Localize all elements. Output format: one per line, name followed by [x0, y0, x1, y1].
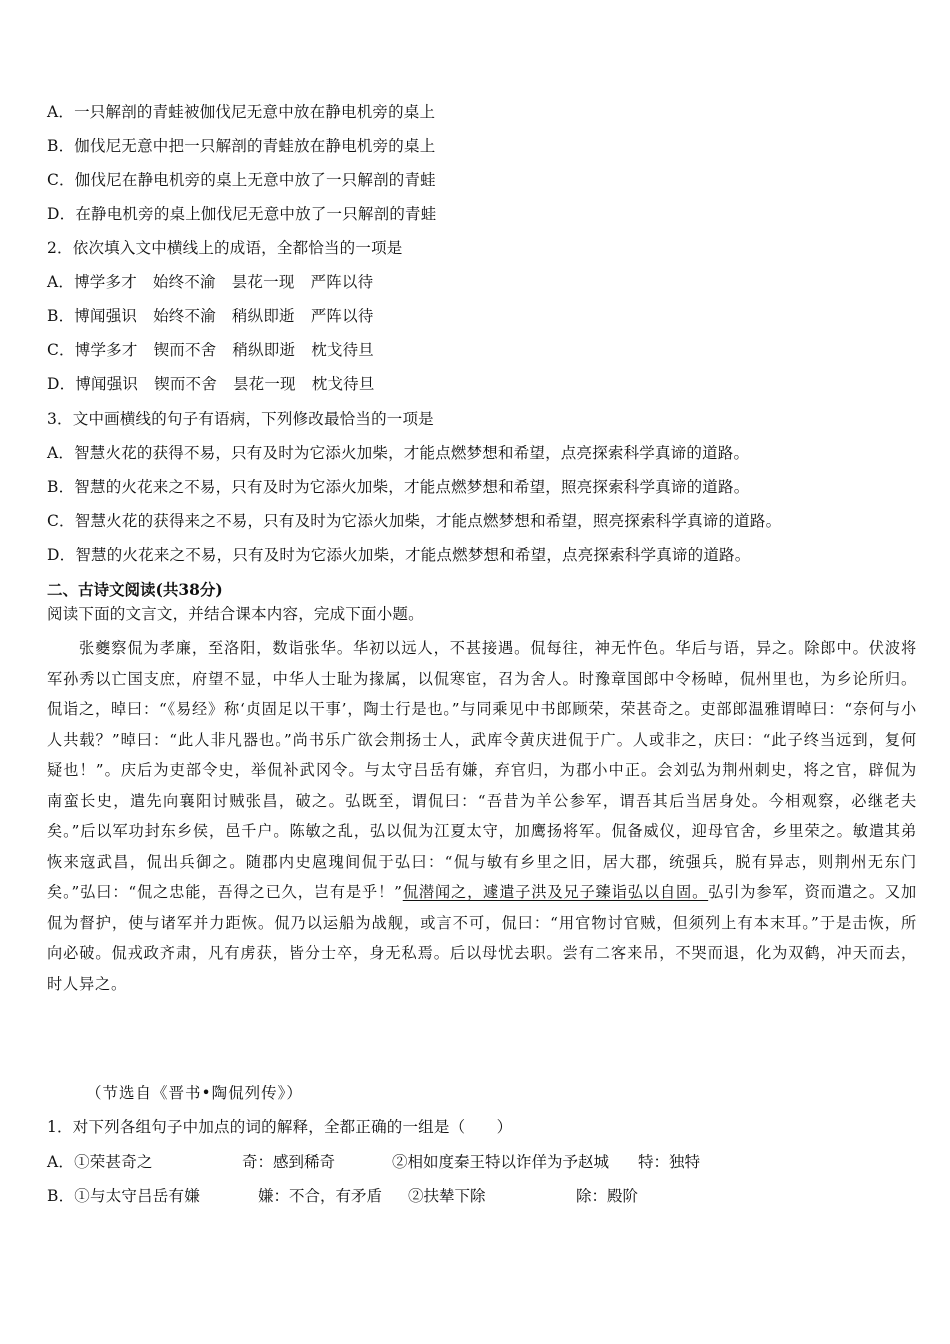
option-letter: D．	[47, 375, 76, 393]
q2-option-d	[47, 374, 375, 394]
q2-option-a	[47, 272, 373, 292]
idiom: 严阵以待	[310, 273, 374, 291]
q1-option-b	[47, 136, 435, 156]
passage-paragraph	[47, 633, 917, 999]
q2-option-b	[47, 306, 374, 326]
option-text: 智慧火花的获得不易，只有及时为它添火加柴，才能点燃梦想和希望，点亮探索科学真谛的道路。	[74, 444, 750, 462]
option-letter: D．	[47, 546, 76, 564]
idiom: 锲而不舍	[153, 341, 217, 359]
idiom: 昙花一现	[231, 273, 295, 291]
idiom: 昙花一现	[232, 375, 296, 393]
idiom: 锲而不舍	[154, 375, 217, 393]
q1-option-c	[47, 170, 436, 190]
sentence-1: ①与太守吕岳有嫌	[74, 1187, 200, 1205]
q3-option-a	[47, 443, 749, 463]
option-text: 伽伐尼在静电机旁的桌上无意中放了一只解剖的青蛙	[74, 171, 436, 189]
idiom: 博闻强识	[75, 375, 139, 393]
option-letter: A．	[47, 444, 75, 462]
option-letter: A．	[47, 1153, 75, 1171]
q3-option-d	[47, 545, 750, 565]
option-letter: B．	[47, 1187, 75, 1205]
passage-text: 张夔察侃为孝廉，至洛阳，数诣张华。华初以远人，不甚接遇。侃每往，神无忤色。华后与语，异之。除郎中。伏波将军孙秀以亡国支庶，府望不显，中华人士耻为掾属，以侃寒宦，召为舍人。时豫章国郎中令杨晫，侃州里也，为乡论所归。侃诣之，晫曰：“《易经》称‘贞固足以干事’，陶士行是也。”与同乘见中书郎顾荣，荣甚奇之。吏部郎温雅谓晫曰：“奈何与小人共载？”晫曰：“此人非凡器也。”尚书乐广欲会荆扬士人，武库令黄庆进侃于广。人或非之，庆曰：“此子终当远到，复何疑也！”。庆后为吏部令史，举侃补武冈令。与太守吕岳有嫌，弃官归，为郡小中正。会刘弘为荆州刺史，将之官，辟侃为南蛮长史，遣先向襄阳讨贼张昌，破之。弘既至，谓侃曰：“吾昔为羊公参军，谓吾其后当居身处。今相观察，必继老夫矣。”后以军功封东乡侯，邑千户。陈敏之乱，弘以侃为江夏太守，加鹰扬将军。侃备威仪，迎母官舍，乡里荣之。敏遣其弟恢来寇武昌，侃出兵御之。随郡内史扈瑰间侃于弘曰：“侃与敏有乡里之旧，居大郡，统强兵，脱有异志，则荆州无东门矣。”弘曰：“侃之忠能，吾得之已久，岂有是乎！”	[47, 639, 917, 901]
option-letter: D．	[47, 205, 76, 223]
option-letter: A．	[47, 103, 75, 121]
q1-option-d	[47, 204, 436, 224]
idiom: 枕戈待旦	[311, 375, 375, 393]
idiom: 始终不渝	[152, 273, 216, 291]
option-text: 智慧的火花来之不易，只有及时为它添火加柴，才能点燃梦想和希望，照亮探索科学真谛的道路。	[74, 478, 750, 496]
q4-stem: 1．对下列各组句子中加点的词的解释，全都正确的一组是（ ）	[47, 1118, 513, 1136]
idiom: 博学多才	[74, 341, 138, 359]
idiom: 枕戈待旦	[311, 341, 375, 359]
section-title: 二、古诗文阅读(共38分)	[47, 580, 223, 599]
underlined-sentence: 侃潜闻之，遽遣子洪及兄子臻诣弘以自固。	[402, 883, 709, 901]
passage-source: （节选自《晋书•陶侃列传》）	[86, 1084, 303, 1102]
q4-a-definition-1: 奇：感到稀奇	[242, 1153, 336, 1171]
option-letter: C．	[47, 341, 75, 359]
passage-text-continued: 弘引为参军，资而遣之。又加侃为督护，使与诸军并力距恢。侃乃以运船为战舰，或言不可，侃曰：“用官物讨官贼，但须列上有本末耳。”于是击恢，所向必破。侃戎政齐肃，凡有虏获，皆分士卒，身无私焉。后以母忧去职。尝有二客来吊，不哭而退，化为双鹤，冲天而去，时人异之。	[47, 883, 917, 993]
option-letter: B．	[47, 478, 75, 496]
idiom: 稍纵即逝	[231, 307, 295, 325]
idiom: 博闻强识	[74, 307, 138, 325]
q1-option-a	[47, 102, 435, 122]
q4-a-sentence-2: ②相如度秦王特以诈佯为予赵城	[392, 1153, 610, 1171]
idiom: 稍纵即逝	[232, 341, 296, 359]
sentence-1: ①荣甚奇之	[74, 1153, 153, 1171]
q4-option-b	[47, 1186, 200, 1206]
option-text: 智慧火花的获得来之不易，只有及时为它添火加柴，才能点燃梦想和希望，照亮探索科学真谛的道路。	[74, 512, 782, 530]
option-text: 在静电机旁的桌上伽伐尼无意中放了一只解剖的青蛙	[75, 205, 437, 223]
q4-b-definition-2: 除：殿阶	[576, 1187, 639, 1205]
q4-a-definition-2: 特：独特	[638, 1153, 701, 1171]
q3-stem: 3．文中画横线的句子有语病，下列修改最恰当的一项是	[47, 410, 434, 428]
idiom: 博学多才	[74, 273, 137, 291]
q3-option-b	[47, 477, 749, 497]
classical-passage	[47, 633, 917, 999]
section-intro: 阅读下面的文言文，并结合课本内容，完成下面小题。	[47, 605, 424, 623]
option-text: 一只解剖的青蛙被伽伐尼无意中放在静电机旁的桌上	[74, 103, 436, 121]
option-text: 伽伐尼无意中把一只解剖的青蛙放在静电机旁的桌上	[74, 137, 436, 155]
option-letter: A．	[47, 273, 75, 291]
q3-option-c	[47, 511, 781, 531]
q4-b-definition-1: 嫌：不合，有矛盾	[258, 1187, 383, 1205]
option-letter: C．	[47, 512, 75, 530]
idiom: 严阵以待	[310, 307, 374, 325]
idiom: 始终不渝	[153, 307, 216, 325]
q4-b-sentence-2: ②扶辇下除	[408, 1187, 486, 1205]
option-letter: B．	[47, 307, 75, 325]
q2-stem: 2．依次填入文中横线上的成语，全都恰当的一项是	[47, 239, 403, 257]
option-letter: B．	[47, 137, 75, 155]
q4-option-a	[47, 1152, 153, 1172]
option-text: 智慧的火花来之不易，只有及时为它添火加柴，才能点燃梦想和希望，点亮探索科学真谛的道路。	[75, 546, 751, 564]
q2-option-c	[47, 340, 374, 360]
option-letter: C．	[47, 171, 75, 189]
